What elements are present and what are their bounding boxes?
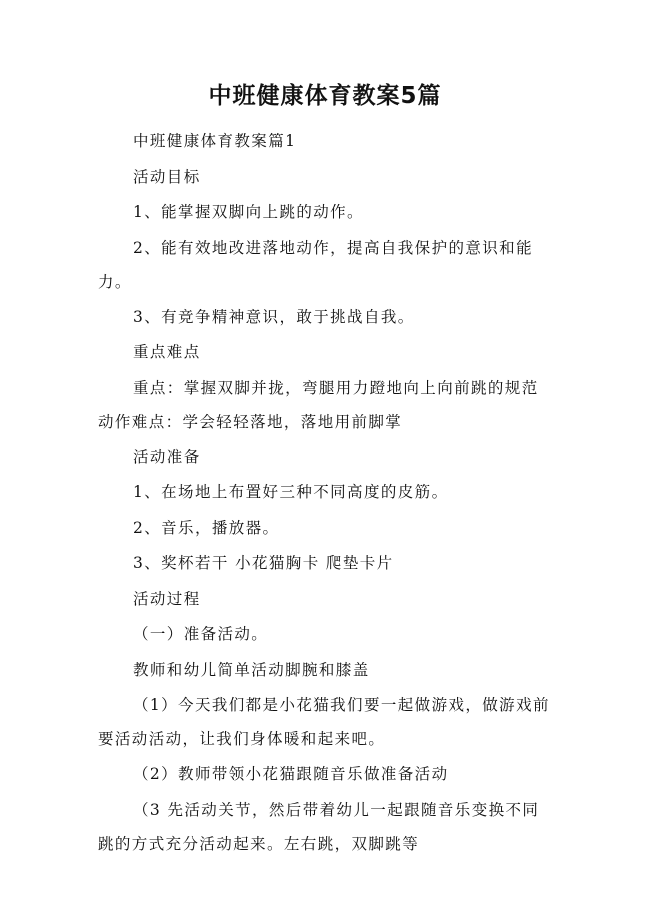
subheading-preparation: 活动准备 [133, 447, 201, 466]
paragraph: 2、能有效地改进落地动作，提高自我保护的意识和能力。 [98, 238, 533, 291]
paragraph: （2）教师带领小花猫跟随音乐做准备活动 [133, 765, 449, 783]
paragraph: （1）今天我们都是小花猫我们要一起做游戏，做游戏前要活动活动，让我们身体暖和起来吧。 [98, 696, 550, 748]
paragraph: 3、有竞争精神意识，敢于挑战自我。 [133, 307, 415, 326]
paragraph: 2、音乐，播放器。 [133, 518, 280, 537]
paragraph: 1、在场地上布置好三种不同高度的皮筋。 [133, 483, 449, 501]
paragraph: 教师和幼儿简单活动脚腕和膝盖 [133, 660, 370, 679]
subheading-activity-goals: 活动目标 [133, 167, 201, 186]
paragraph: 1、能掌握双脚向上跳的动作。 [133, 203, 364, 221]
subheading-key-points: 重点难点 [133, 343, 201, 361]
document-body [98, 124, 553, 862]
section-heading: 中班健康体育教案篇1 [133, 132, 297, 150]
paragraph: 3、奖杯若干 小花猫胸卡 爬垫卡片 [133, 554, 394, 572]
paragraph: （3 先活动关节，然后带着幼儿一起跟随音乐变换不同跳的方式充分活动起来。左右跳，双脚跳等 [98, 800, 540, 853]
document-title: 中班健康体育教案5篇 [208, 83, 442, 109]
subheading-process: 活动过程 [133, 589, 201, 608]
paragraph: （一）准备活动。 [133, 625, 269, 643]
paragraph: 重点：掌握双脚并拢，弯腿用力蹬地向上向前跳的规范动作难点：学会轻轻落地，落地用前脚掌 [98, 378, 539, 431]
